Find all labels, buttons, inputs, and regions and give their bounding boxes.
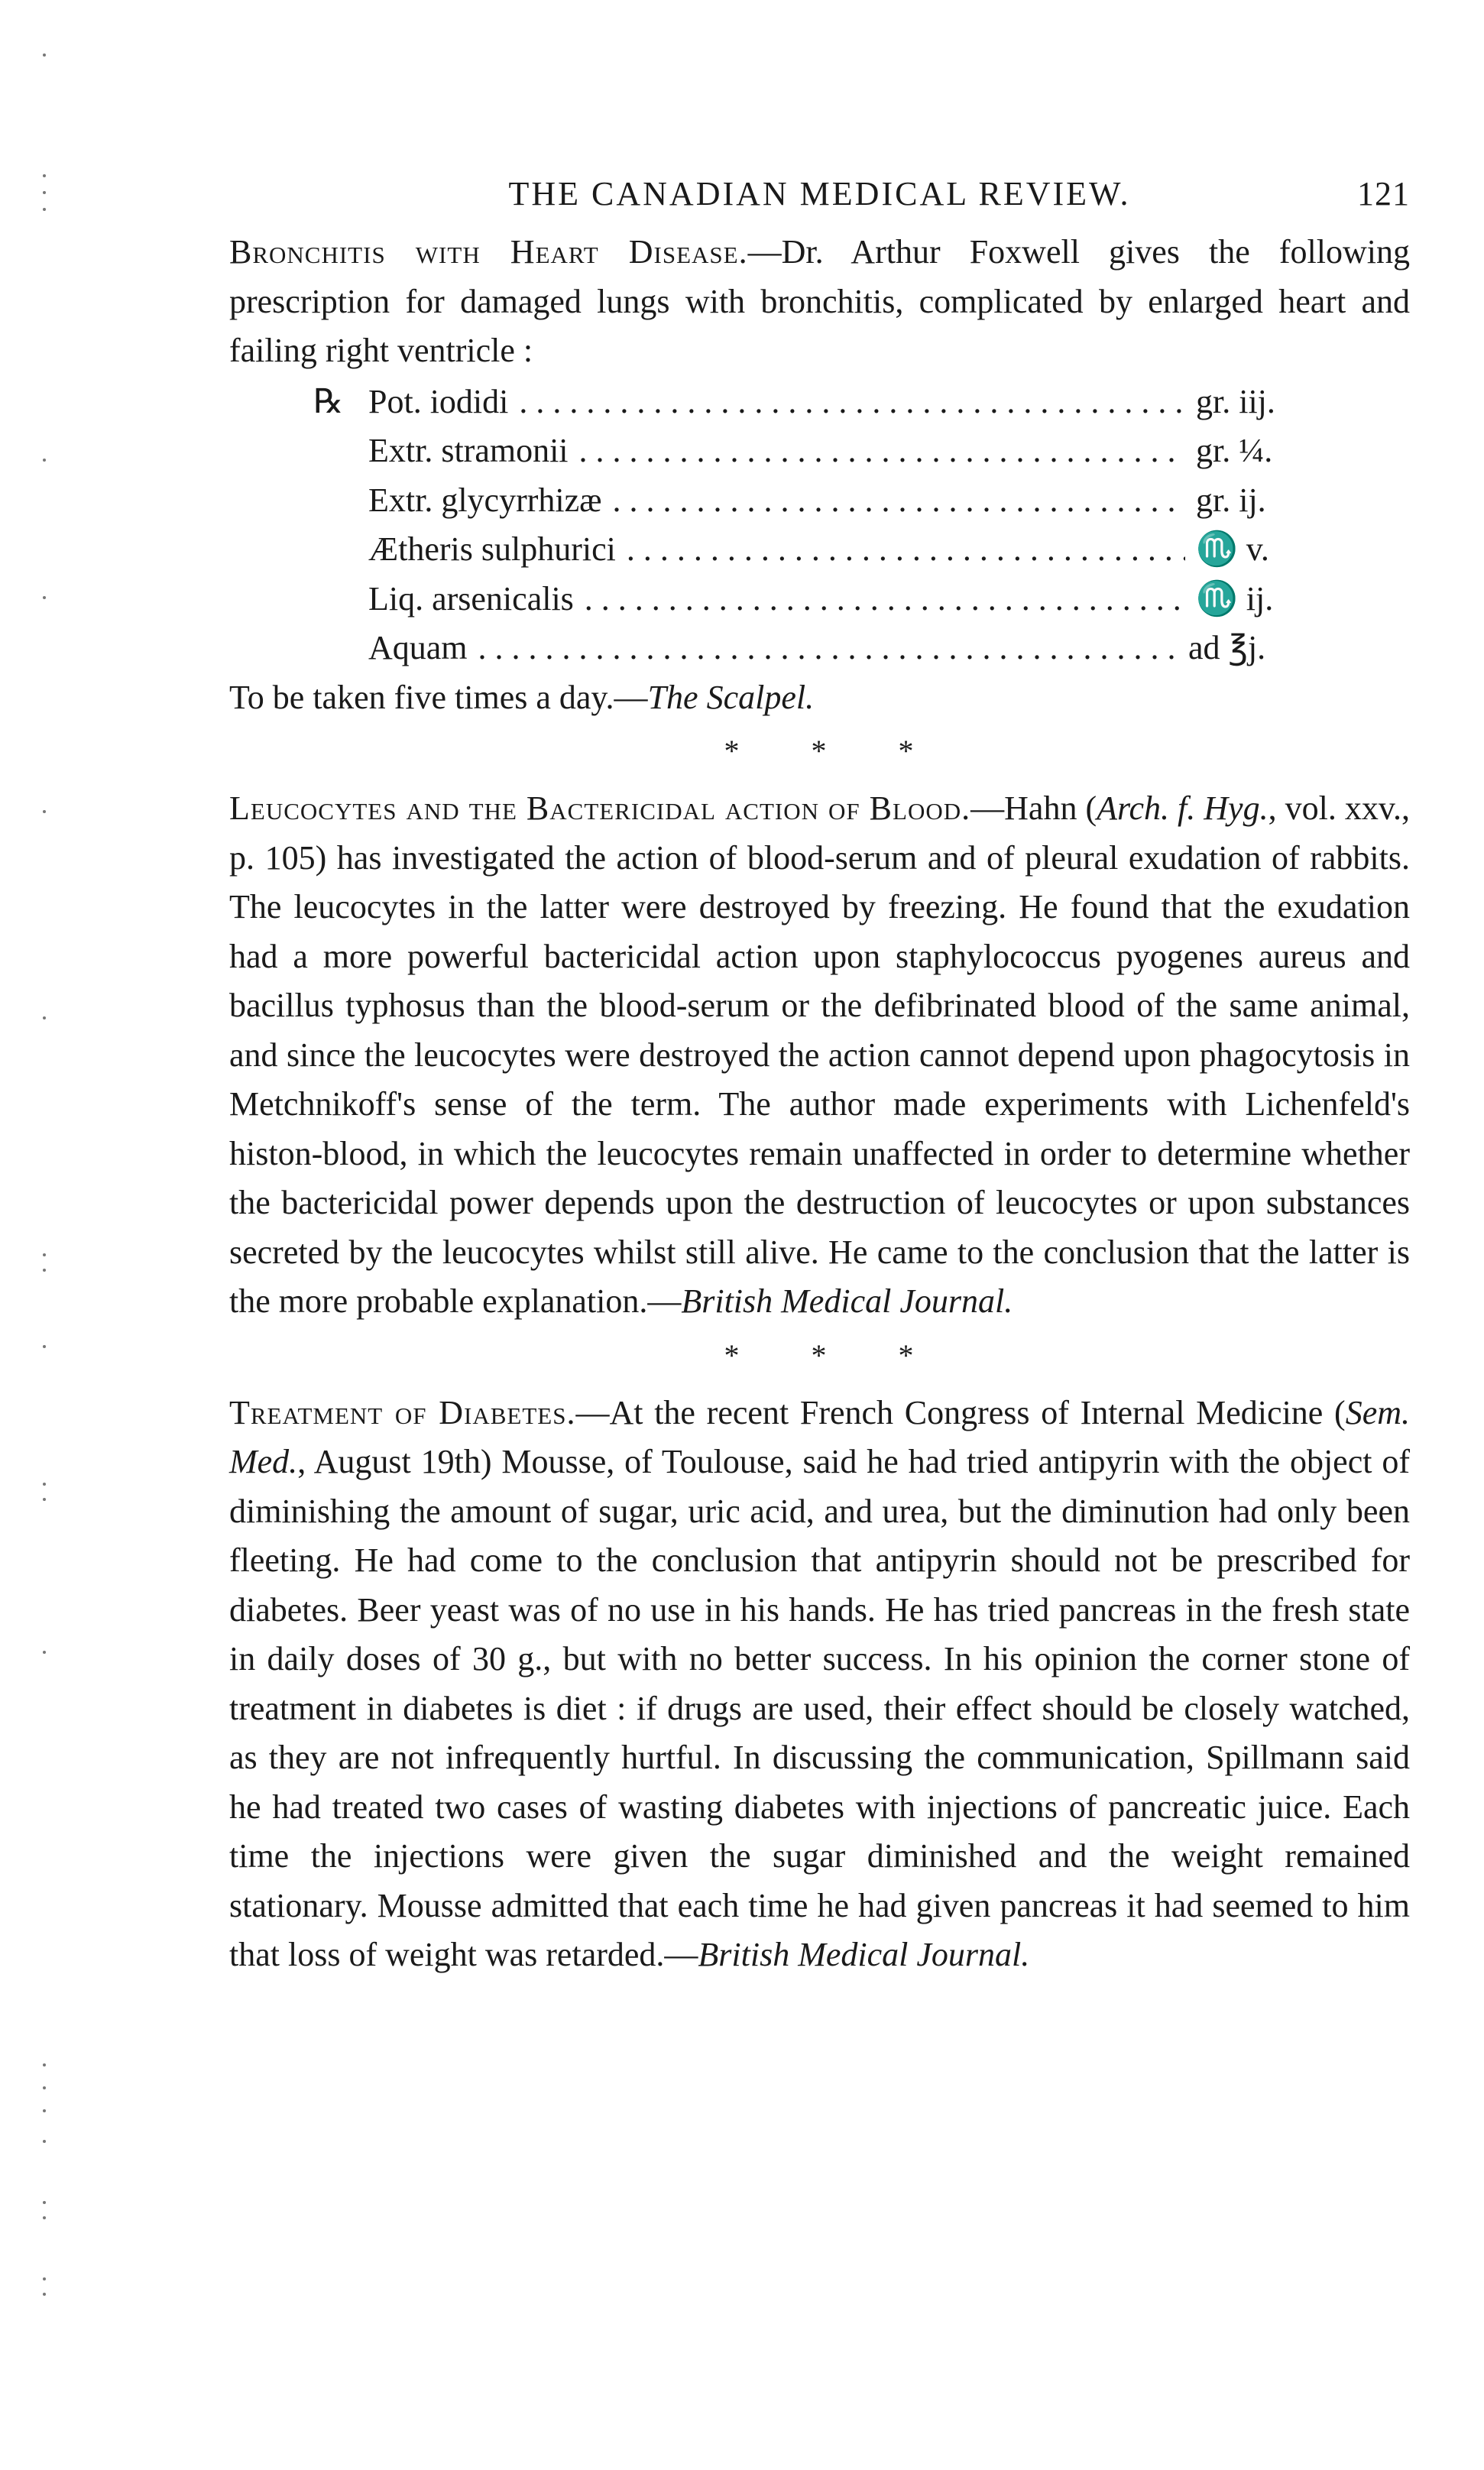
prescription-line [229,426,1410,476]
dose: ad ℥j. [1188,629,1266,666]
dot-leader [478,624,1185,673]
dose: gr. ¼. [1196,432,1273,469]
dot-leader [579,426,1185,476]
article-heading: Leucocytes and the Bactericidal action of Blood. [229,789,971,827]
article-heading: Treatment of Diabetes. [229,1393,576,1431]
page-content [229,174,1410,1980]
dose: gr. iij. [1196,382,1275,420]
article-body: —Dr. Arthur Foxwell gives the following prescription for damaged lungs with bronchitis, complicated by enlarged heart and failing right ventricle : [229,233,1410,369]
dot-leader [613,476,1186,526]
prescription-line [229,525,1410,575]
ingredient: Aquam [368,629,468,666]
directions-text: To be taken five times a day.— [229,678,648,716]
journal-reference: Sem. Med. [229,1393,1410,1480]
article-heading: Bronchitis with Heart Disease. [229,233,748,271]
recipe-symbol: ℞ [313,382,344,420]
dot-leader [627,525,1185,575]
ingredient: Liq. arsenicalis [368,579,574,618]
article-bronchitis [229,228,1410,376]
article-diabetes [229,1389,1410,1980]
journal-reference: Arch. f. Hyg. [1097,789,1269,827]
prescription-line [229,575,1410,624]
journal-title: THE CANADIAN MEDICAL REVIEW. [508,175,1131,212]
dose: ♏ ij. [1196,579,1274,618]
article-leucocytes [229,784,1410,1327]
article-body: , August 19th) Mousse, of Toulouse, said he had tried antipyrin with the object of diminishing the amount of sugar, uric acid, and urea, but the diminution had only been fleeting. He had come to the conclusion that antipyrin should not be prescribed for diabetes. Beer yeast was of no use in his hands. He has tried pancreas in the fresh state in daily doses of 30 g., but with no better success. In his opinion the corner stone of treatment in diabetes is diet : if drugs are used, their effect should be closely watched, as they are not infrequently hurtful. In discussing the communication, Spillmann said he had treated two cases of wasting diabetes with injections of pancreatic juice. Each time the injections were given the sugar diminished and the weight remained stationary. Mousse admitted that each time he had given pancreas it had seemed to him that loss of weight was retarded.— [229,1443,1410,1973]
article-body-intro: —Hahn ( [970,789,1097,827]
dot-leader [585,575,1185,624]
section-separator: * * * [724,734,946,768]
dose: gr. ij. [1196,481,1266,519]
running-header [229,174,1410,228]
ingredient: Ætheris sulphurici [368,530,616,568]
prescription-line [229,476,1410,526]
margin-specks [43,0,58,2470]
article-body-intro: —At the recent French Congress of Internal Medicine ( [575,1393,1346,1431]
section-separator: * * * [724,1337,946,1373]
prescription-line [229,378,1410,427]
source-citation: British Medical Journal. [681,1282,1013,1320]
prescription-directions [229,673,1410,723]
prescription-line [229,624,1410,673]
ingredient: Extr. stramonii [368,432,569,469]
source-citation: The Scalpel. [647,678,815,716]
page-number: 121 [1357,175,1410,212]
ingredient: Extr. glycyrrhizæ [368,481,602,519]
dose: ♏ v. [1196,530,1269,568]
ingredient: Pot. iodidi [368,382,509,420]
source-citation: British Medical Journal. [698,1936,1030,1973]
dot-leader [519,378,1185,427]
prescription [229,378,1410,673]
article-body: , vol. xxv., p. 105) has investigated the action of blood-serum and of pleural exudation of rabbits. The leucocytes in the latter were destroyed by freezing. He found that the exudation had a more powerful bactericidal action upon staphylococcus pyogenes aureus and bacillus typhosus than the blood-serum or the defibrinated blood of the same animal, and since the leucocytes were destroyed the action cannot depend upon phagocytosis in Metchnikoff's sense of the term. The author made experiments with Lichenfeld's histon-blood, in which the leucocytes remain unaffected in order to determine whether the bactericidal power depends upon the destruction of leucocytes or upon substances secreted by the leucocytes whilst still alive. He came to the conclusion that the latter is the more probable explanation.— [229,789,1410,1320]
